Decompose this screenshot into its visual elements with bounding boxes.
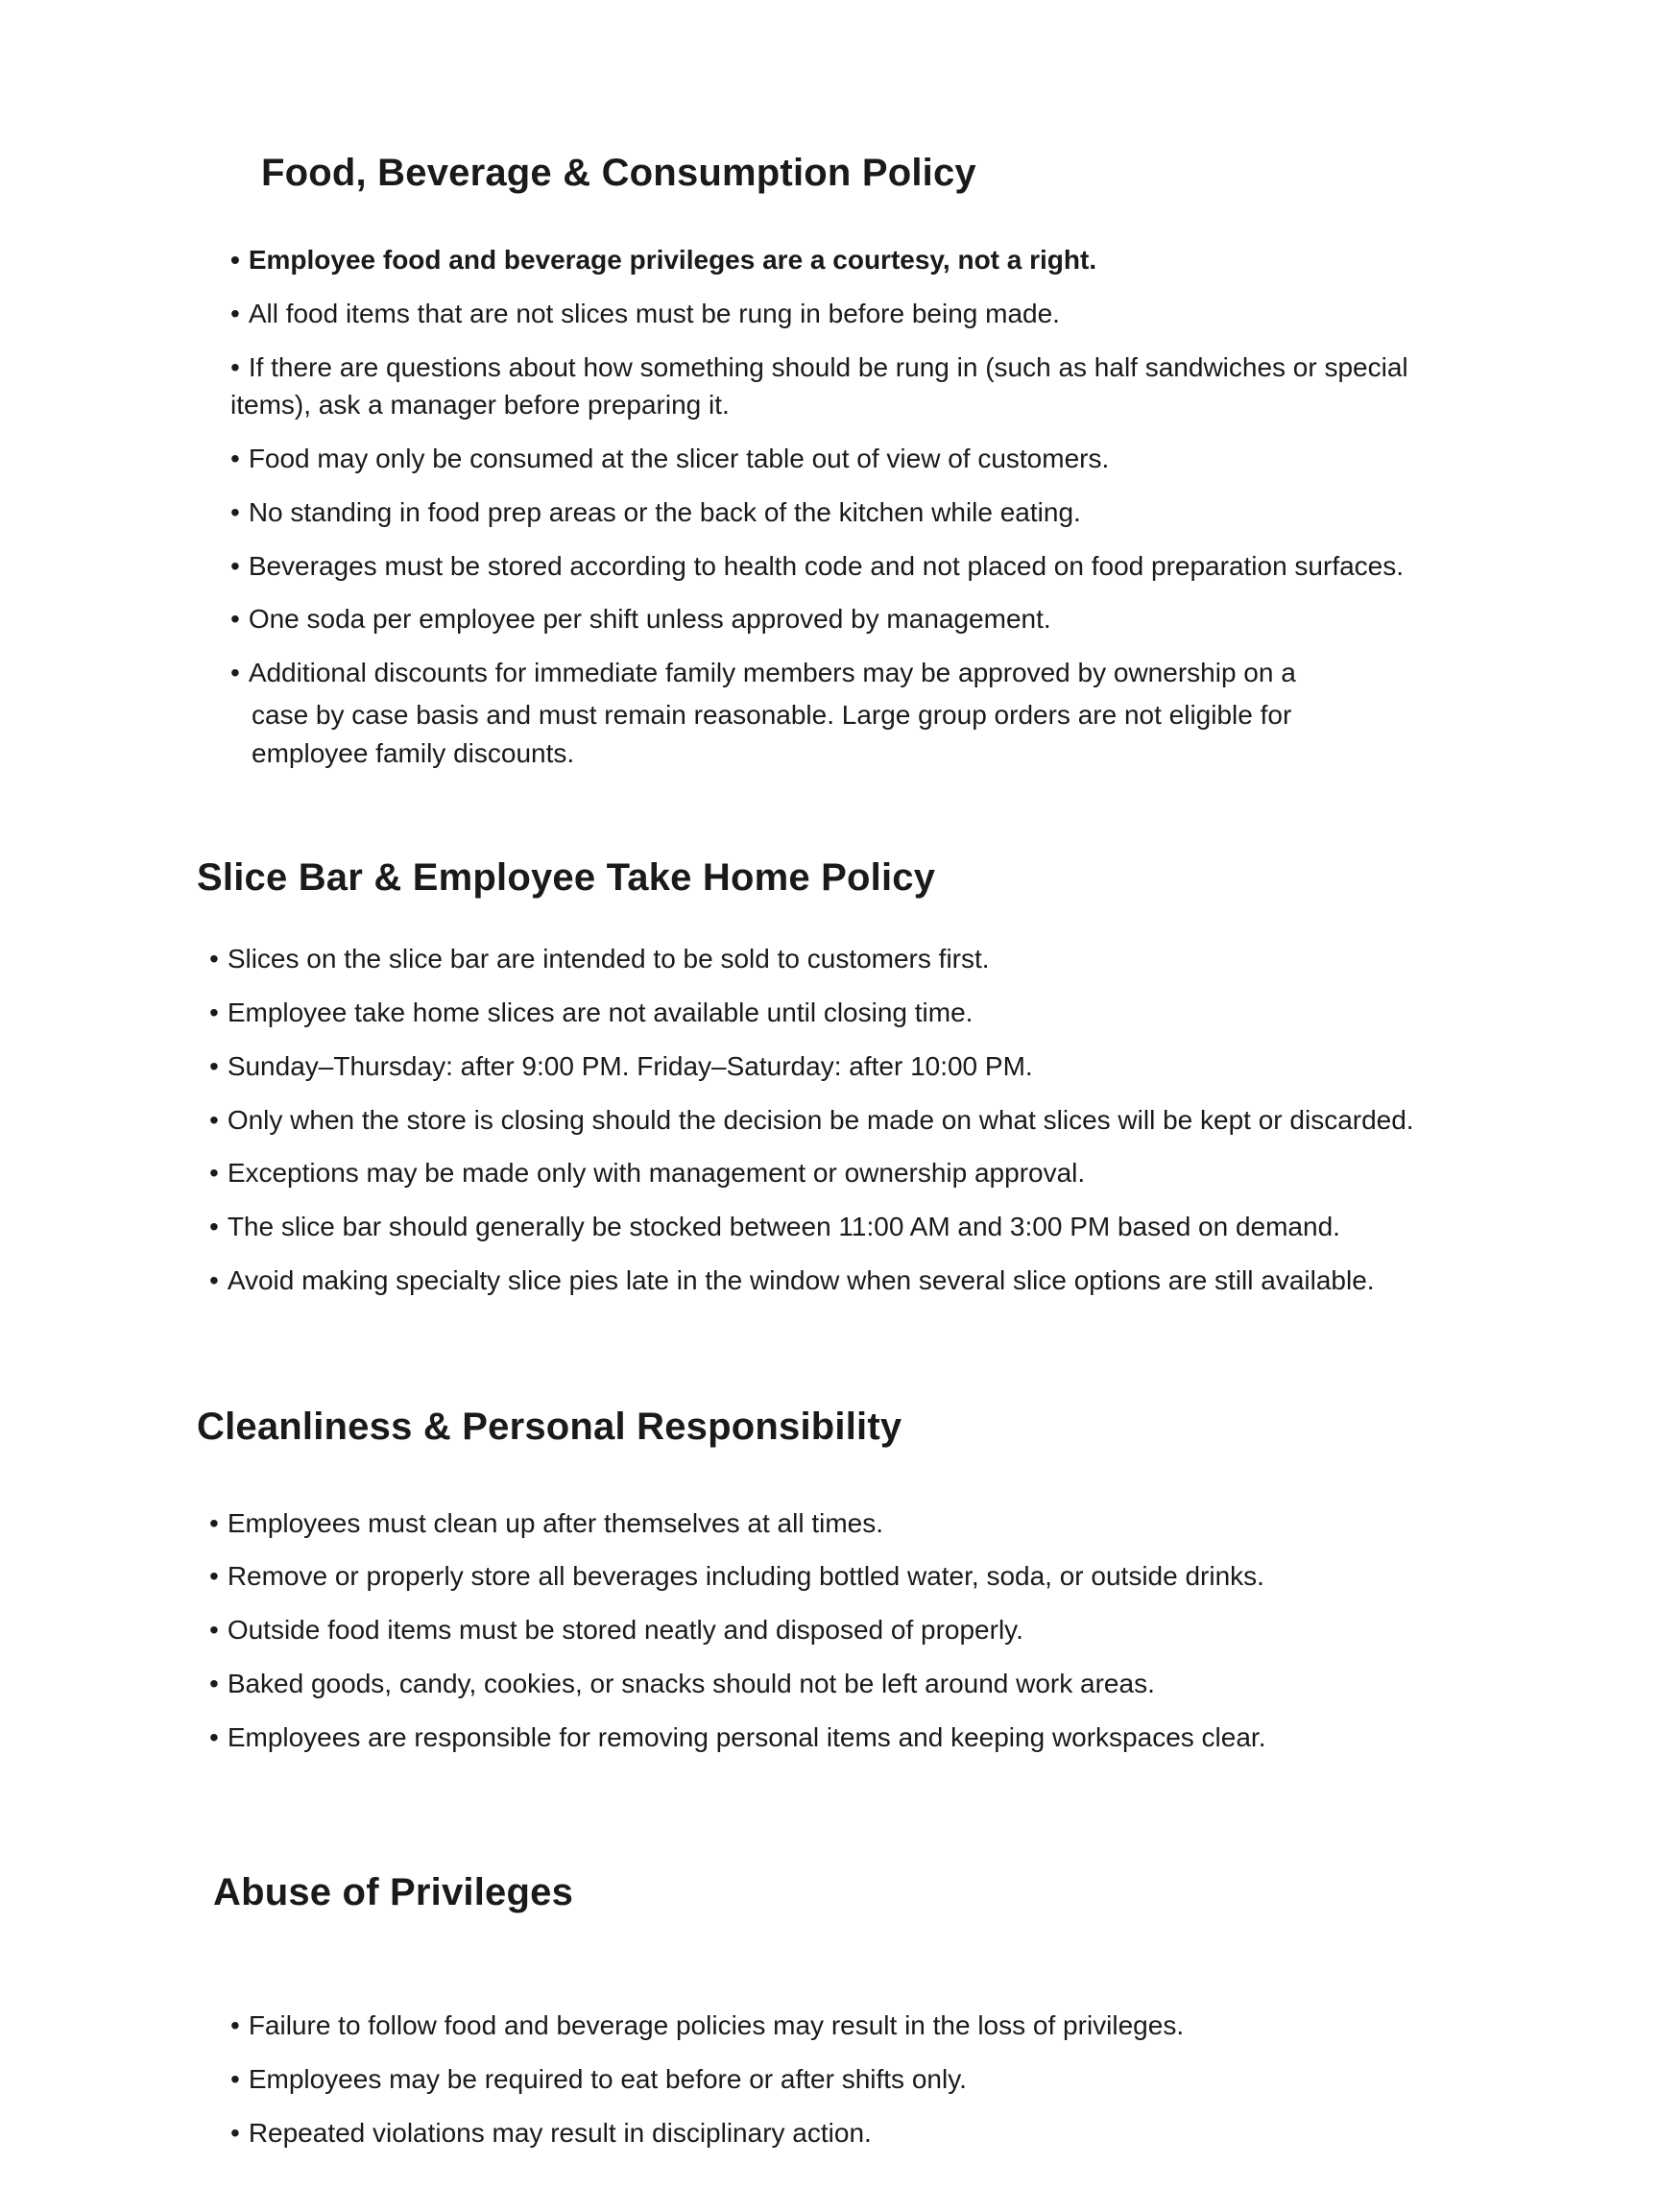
bullet-text: Avoid making specialty slice pies late in the window when several slice options are still available.: [227, 1264, 1375, 1295]
bullet-marker: •: [230, 245, 240, 275]
list-item: [209, 1504, 1467, 1543]
section-title-cleanliness: Cleanliness & Personal Responsibility: [197, 1405, 902, 1448]
bullet-marker: •: [230, 658, 240, 687]
bullet-marker: •: [209, 1561, 219, 1592]
list-item: [209, 1047, 1467, 1086]
list-item: [209, 1719, 1467, 1757]
bullet-text: Failure to follow food and beverage policies may result in the loss of privileges.: [248, 2010, 1185, 2041]
bullet-text: Outside food items must be stored neatly and disposed of properly.: [227, 1615, 1023, 1645]
list-item: [209, 940, 1467, 978]
bullet-list-food-beverage: [230, 241, 1659, 772]
bullet-text: Baked goods, candy, cookies, or snacks should not be left around work areas.: [227, 1668, 1155, 1698]
bullet-continuation-text: case by case basis and must remain reasonable. Large group orders are not eligible for employee family discounts.: [252, 699, 1292, 768]
bullet-marker: •: [230, 2117, 240, 2148]
bullet-marker: •: [230, 2010, 240, 2041]
bullet-text: Sunday–Thursday: after 9:00 PM. Friday–Saturday: after 10:00 PM.: [227, 1050, 1033, 1081]
bullet-marker: •: [209, 1264, 219, 1295]
list-item: [230, 440, 1431, 478]
bullet-text: One soda per employee per shift unless approved by management.: [248, 604, 1051, 635]
bullet-text: No standing in food prep areas or the back of the kitchen while eating.: [248, 496, 1081, 527]
bullet-marker: •: [230, 604, 240, 635]
bullet-marker: •: [230, 444, 240, 473]
list-item: [230, 349, 1431, 425]
bullet-marker: •: [209, 1212, 219, 1241]
list-item: [230, 2007, 1431, 2045]
list-item: [230, 600, 1431, 638]
bullet-marker: •: [209, 1158, 219, 1189]
bullet-marker: •: [230, 2064, 240, 2094]
list-item: [209, 1611, 1467, 1649]
list-item: [230, 241, 1431, 279]
bullet-text: The slice bar should generally be stocked between 11:00 AM and 3:00 PM based on demand.: [227, 1212, 1340, 1241]
list-item: [230, 295, 1431, 333]
bullet-text: Employee food and beverage privileges are a courtesy, not a right.: [248, 245, 1097, 275]
list-item: [230, 2060, 1431, 2099]
bullet-marker: •: [230, 351, 240, 382]
list-item: [209, 1101, 1467, 1140]
list-item: [230, 493, 1431, 532]
bullet-text: Additional discounts for immediate family members may be approved by ownership on a: [248, 658, 1296, 687]
bullet-marker: •: [209, 944, 219, 974]
list-item: [209, 1154, 1467, 1192]
bullet-marker: •: [209, 998, 219, 1027]
bullet-text: Employees must clean up after themselves at all times.: [227, 1507, 883, 1538]
bullet-marker: •: [230, 496, 240, 527]
list-item: [230, 2114, 1431, 2152]
bullet-text: Beverages must be stored according to health code and not placed on food preparation surfaces.: [248, 550, 1405, 581]
bullet-marker: •: [209, 1104, 219, 1135]
list-item: [209, 1262, 1467, 1300]
bullet-marker: •: [209, 1507, 219, 1538]
bullet-text: All food items that are not slices must be rung in before being made.: [248, 298, 1060, 328]
section-title-slice-bar: Slice Bar & Employee Take Home Policy: [197, 856, 936, 900]
list-item: [209, 1557, 1467, 1596]
bullet-marker: •: [230, 298, 240, 328]
bullet-text: Food may only be consumed at the slicer table out of view of customers.: [248, 444, 1110, 473]
bullet-text: Employee take home slices are not available until closing time.: [227, 998, 974, 1027]
bullet-text: Employees are responsible for removing personal items and keeping workspaces clear.: [227, 1721, 1266, 1752]
bullet-text: Employees may be required to eat before or after shifts only.: [248, 2064, 967, 2094]
bullet-text: Exceptions may be made only with management or ownership approval.: [227, 1158, 1086, 1189]
list-item: [230, 654, 1431, 772]
list-item: [209, 1665, 1467, 1703]
bullet-marker: •: [209, 1721, 219, 1752]
bullet-marker: •: [209, 1050, 219, 1081]
section-title-food-beverage: Food, Beverage & Consumption Policy: [261, 152, 976, 194]
bullet-list-cleanliness: [209, 1504, 1659, 1757]
bullet-text: If there are questions about how something should be rung in (such as half sandwiches or special items), ask a manager before preparing it.: [230, 351, 1408, 421]
bullet-text: Remove or properly store all beverages including bottled water, soda, or outside drinks.: [227, 1561, 1264, 1592]
bullet-text: Slices on the slice bar are intended to be sold to customers first.: [227, 944, 990, 974]
bullet-text: Repeated violations may result in disciplinary action.: [248, 2117, 872, 2148]
bullet-marker: •: [209, 1668, 219, 1698]
bullet-list-slice-bar: [209, 940, 1659, 1299]
bullet-list-abuse-of-privileges: [230, 2007, 1659, 2152]
list-item: [230, 547, 1431, 586]
list-item: [209, 994, 1467, 1032]
list-item: [209, 1208, 1467, 1246]
bullet-marker: •: [230, 550, 240, 581]
bullet-marker: •: [209, 1615, 219, 1645]
bullet-text: Only when the store is closing should the decision be made on what slices will be kept or discarded.: [227, 1104, 1414, 1135]
section-title-abuse-of-privileges: Abuse of Privileges: [213, 1871, 574, 1914]
